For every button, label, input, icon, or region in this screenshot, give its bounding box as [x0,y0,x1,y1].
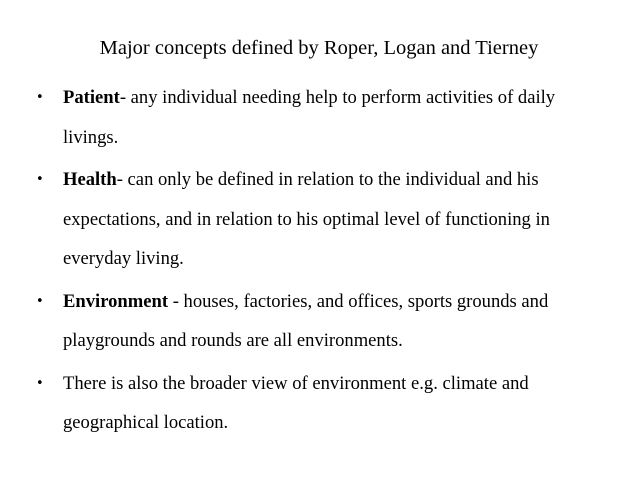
bullet-item-health [36,160,606,279]
bullet-text: - can only be defined in relation to the individual and his expectations, and in relation to his optimal level of functioning in everyday living. [63,169,550,269]
bullet-icon: • [36,90,44,105]
slide-title: Major concepts defined by Roper, Logan and Tierney [99,37,539,59]
bullet-icon: • [36,375,44,391]
bullet-text: - any individual needing help to perform activities of daily livings. [63,87,556,148]
bullet-term: Health [63,169,117,190]
bullet-text: - houses, factories, and offices, sports grounds and playgrounds and rounds are all environments. [63,290,549,351]
bullet-text: There is also the broader view of environment e.g. climate and geographical location. [63,372,529,433]
bullet-item-broader-view [36,364,606,443]
bullet-list [36,78,606,443]
bullet-term: Environment [63,290,169,312]
bullet-icon: • [36,172,44,187]
bullet-item-environment [36,282,606,361]
bullet-icon: • [36,293,44,309]
bullet-term: Patient [63,87,120,108]
bullet-item-patient [36,78,606,157]
